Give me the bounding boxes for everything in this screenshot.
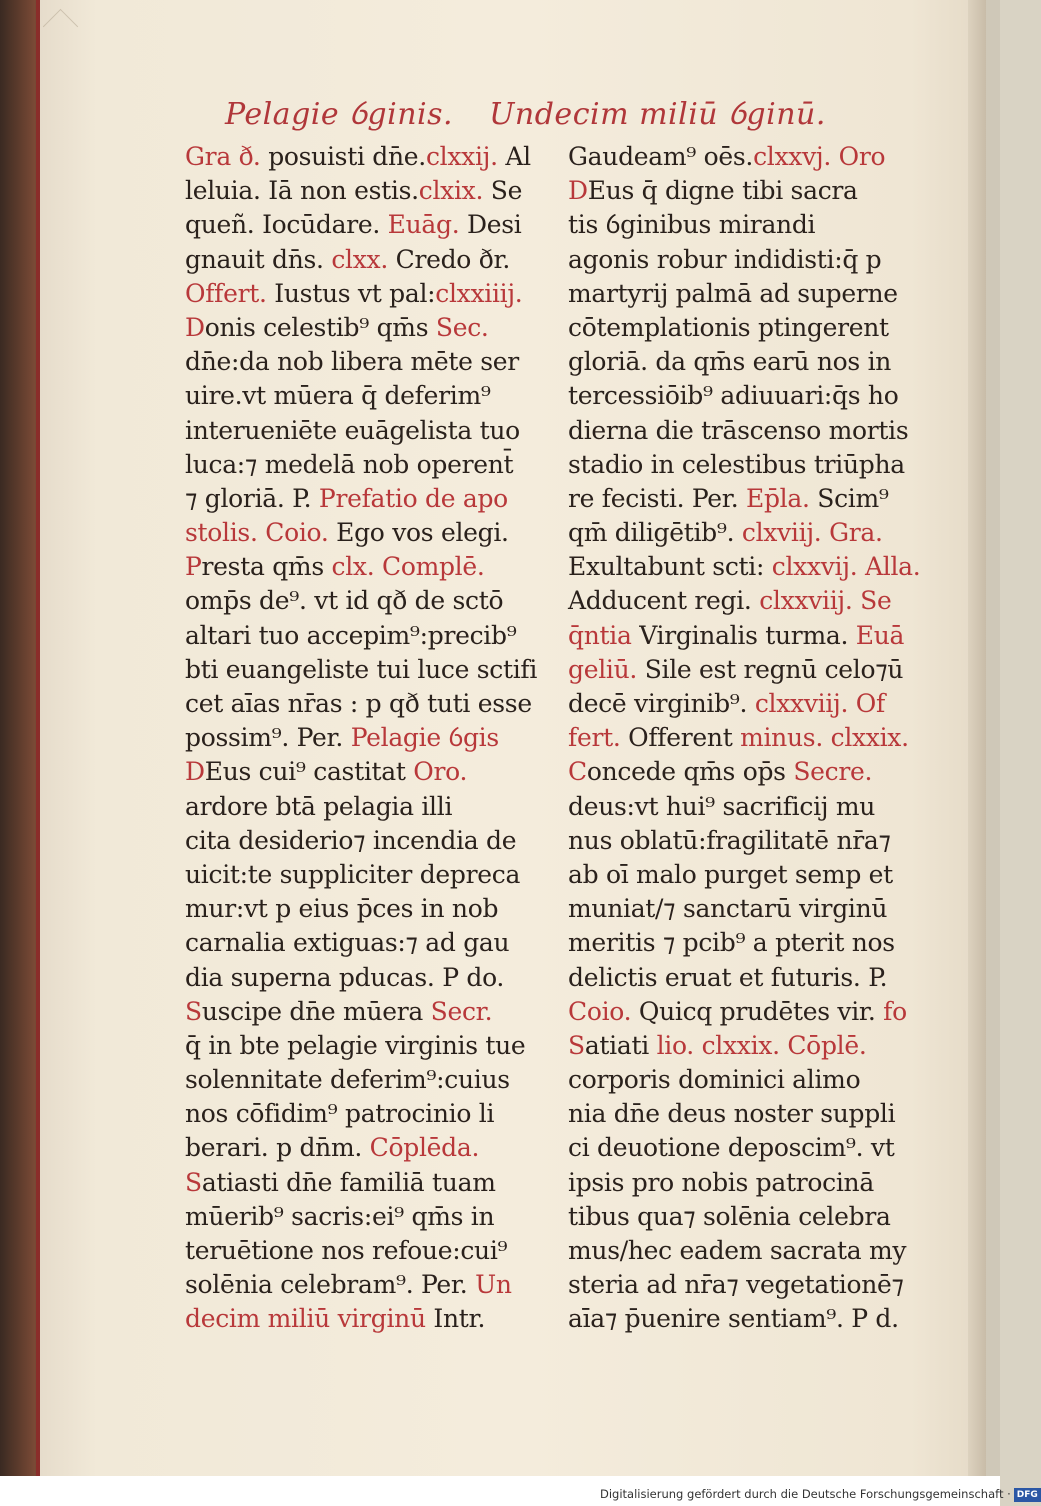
rubric-text: S [568,1030,585,1060]
dfg-logo: DFG [1014,1488,1041,1502]
body-text: Scim⁹ [809,483,889,513]
body-text: nia dn̄e deus noster suppli [568,1099,896,1129]
rubric-text: Oro [831,142,886,171]
rubric-text: clxxij. [425,142,498,171]
text-line [568,174,908,208]
text-line [185,824,530,858]
body-text: uicit:te suppliciter depreca [185,859,521,889]
text-line [568,961,908,995]
rubric-text: Offert. [185,278,267,308]
body-text: decē virginib⁹. [568,689,748,718]
rubric-text: Pelagie ỽgis [343,723,499,753]
body-text: dierna die trāscenso mortis [568,415,909,445]
body-text: solēnia celebram⁹. Per. [185,1270,468,1300]
body-text: altari tuo accepim⁹:precib⁹ [185,620,517,650]
text-line [568,482,908,516]
footer-text: Digitalisierung gefördert durch die Deutsche Forschungsgemeinschaft · [600,1487,1011,1501]
body-text: deus:vt hui⁹ sacrificij mu [568,791,876,821]
rubric-text: Coio. [257,518,329,548]
rubric-text: Euāg. [380,210,460,240]
body-text: atiasti dn̄e familiā tuam [201,1167,496,1197]
running-head [225,92,826,136]
rubric-text: Ep̄la. [738,483,810,513]
body-text: luca:⁊ medelā nob operent̄ [185,449,514,479]
rubric-text: clxx. [323,244,388,274]
text-line [568,277,908,311]
body-text: meritis ⁊ pcib⁹ a pterit nos [568,928,895,958]
body-text: possim⁹. Per. [185,723,344,753]
text-line [185,1029,530,1063]
rubric-text: Gra. [821,518,883,548]
text-line [568,243,908,277]
rubric-text: lio. clxxix. Cōplē. [656,1030,867,1060]
body-text: ⁊ gloriā. P. [185,483,312,513]
body-text: tercessiōib⁹ adiuuari:q̄s ho [568,381,899,411]
body-text: Quicq prudētes vir. [631,996,876,1026]
body-text: mur:vt p eius p̄ces in nob [185,894,499,924]
text-line [185,961,530,995]
text-line [568,584,908,618]
text-line [568,1268,908,1302]
body-text: re fecisti. Per. [568,483,739,513]
rubric-text: clx. Complē. [331,552,485,582]
text-line [185,414,530,448]
body-text: onis celestib⁹ qm̄s [204,312,436,342]
text-line [568,721,908,755]
body-text: carnalia extiguas:⁊ ad gau [185,928,510,958]
body-text: agonis robur indidisti:q̄ p [568,244,882,274]
body-text: solennitate deferim⁹:cuius [185,1065,510,1095]
text-line [185,208,530,242]
text-line [568,653,908,687]
text-line [568,1200,908,1234]
body-text: Iustus vt pal: [266,278,436,308]
body-text: bti euangeliste tui luce sctifi [185,654,538,684]
right-text-column [568,140,921,1337]
rubric-text: D [568,176,588,206]
body-text: ipsis pro nobis patrocinā [568,1167,874,1197]
body-text: uscipe dn̄e mūera [201,996,431,1026]
text-line [185,1200,530,1234]
text-line [185,550,530,584]
body-text: dn̄s. [264,244,324,274]
text-line [185,1097,530,1131]
rubric-text: clxxviij. [751,586,853,616]
text-line [568,550,921,584]
text-line [568,824,908,858]
text-line [568,345,908,379]
text-line [185,1302,530,1336]
text-line [568,790,908,824]
text-line [185,277,530,311]
body-text: qm̄ diligētib⁹. [568,518,735,548]
body-text: teruētione nos refoue:cui⁹ [185,1236,508,1265]
text-line [568,516,908,550]
body-text: mus/hec eadem sacrata my [568,1236,907,1265]
body-text: nus oblatū:fragilitatē nr̄a⁊ [568,825,891,855]
text-line [185,687,530,721]
rubric-text: S [185,1167,202,1197]
rubric-text: S [185,996,202,1026]
body-text: tis ỽginibus mirandi [568,210,816,240]
text-line [568,1234,908,1268]
body-text: Desi [459,210,522,240]
rubric-text: clxxvj. [753,142,831,171]
text-line [568,1097,908,1131]
text-line [185,721,530,755]
text-line [568,448,908,482]
body-text: Intr. [425,1304,486,1334]
rubric-text: Secr. [430,996,493,1026]
text-line [568,926,908,960]
body-text: Sile est regnū celo⁊ū [637,654,904,684]
body-text: gnauit [185,244,265,274]
rubric-text: Se [852,586,892,616]
text-line [185,174,530,208]
body-text: delictis eruat et futuris. P. [568,962,888,992]
rubric-text: clxxiiij. [435,278,523,308]
text-line [568,414,908,448]
text-line [568,1302,908,1336]
text-line [185,1131,530,1165]
text-line [568,140,908,174]
text-line [185,379,530,413]
body-text: Gaudeam⁹ oēs. [568,142,754,171]
body-text: mūerib⁹ sacris:ei⁹ qm̄s in [185,1201,495,1231]
body-text: nos cōfidim⁹ patrocinio li [185,1099,495,1129]
text-line [185,926,530,960]
body-text: Eus q̄ digne tibi sacra [587,176,858,206]
rubric-text: Prefatio de apo [311,483,508,513]
rubric-text: Of [848,689,885,718]
body-text: q̄ in bte pelagie virginis tue [185,1030,526,1060]
body-text: Eus cui⁹ castitat [204,757,414,787]
rubric-text: P [185,552,202,582]
text-line [185,345,530,379]
rubric-text: Gra ð. [185,142,261,171]
text-line [568,755,908,789]
body-text: martyrij palmā ad superne [568,278,898,308]
text-line [568,687,908,721]
text-line [568,619,908,653]
body-text: steria ad nr̄a⁊ vegetationē⁊ [568,1270,904,1300]
rubric-text: Coio. [568,996,632,1026]
rubric-text: Euā [848,620,905,650]
rubric-text: decim miliū virginū [185,1304,426,1334]
body-text: Adducent regi. [568,586,752,616]
text-line [568,379,908,413]
text-line [185,858,530,892]
text-line [568,995,908,1029]
body-text: leluia. Iā non estis. [185,176,419,206]
text-line [568,892,908,926]
text-line [185,243,530,277]
rubric-text: fert. [568,723,621,753]
text-line [568,1063,908,1097]
body-text: muniat/⁊ sanctarū virginū [568,894,888,924]
rubric-text: D [185,312,205,342]
text-line [185,1268,530,1302]
text-line [568,311,908,345]
text-line [185,482,530,516]
body-text: gloriā. da qm̄s earū nos in [568,347,892,377]
page-edge [968,0,986,1476]
rubric-text: geliū. [568,654,638,684]
body-text: ab oī malo purget semp et [568,859,893,889]
text-line [568,1131,908,1165]
footer-credit [600,1482,1038,1506]
body-text: queñ. Iocūdare. [185,210,381,240]
body-text: Ego vos elegi. [328,518,509,548]
text-line [185,584,530,618]
text-line [185,516,530,550]
rubric-text: C [568,757,587,787]
text-line [185,892,530,926]
running-head-right: Undecim miliū ỽginū. [489,97,826,132]
body-text: oncede qm̄s op̄s [586,757,794,787]
body-text: cet aīas nr̄as : p qð tuti esse [185,689,532,718]
body-text: omp̄s de⁹. vt id qð de sctō [185,586,504,616]
body-text: dia superna pducas. P do. [185,962,505,992]
text-line [185,995,530,1029]
text-line [568,858,908,892]
body-text: aīa⁊ p̄uenire sentiam⁹. P d. [568,1304,899,1334]
text-line [185,140,530,174]
text-line [185,448,530,482]
text-line [185,1166,530,1200]
rubric-text: fo [875,996,907,1026]
text-line [185,755,530,789]
body-text: Se [483,176,523,206]
rubric-text: clxviij. [734,518,822,548]
body-text: Offerent [620,723,733,753]
body-text: resta qm̄s [201,552,332,582]
rubric-text: q̄ntia [568,620,632,650]
body-text: tibus qua⁊ solēnia celebra [568,1201,891,1231]
text-line [568,208,908,242]
body-text: cōtemplationis ptingerent [568,312,889,342]
text-line [185,1063,530,1097]
rubric-text: Sec. [435,312,489,342]
rubric-text: clxxviij. [747,689,849,718]
rubric-text: stolis. [185,518,258,548]
text-line [185,311,530,345]
running-head-left: Pelagie ỽginis. [225,97,454,132]
rubric-text: clxxvij. [764,552,858,582]
rubric-text: Secre. [793,757,873,787]
body-text: interueniēte euāgelista tuo [185,415,520,445]
body-text: Credo ðr. [387,244,511,274]
body-text: Al [497,142,531,171]
body-text: ardore btā pelagia illi [185,791,453,821]
rubric-text: Alla. [857,552,921,582]
left-text-column [185,140,538,1337]
body-text: cita desiderio⁊ incendia de [185,825,517,855]
body-text: berari. p dn̄m. [185,1133,363,1163]
body-text: atiati [584,1030,657,1060]
body-text: posuisti dn̄e. [260,142,426,171]
body-text: stadio in celestibus triūpha [568,449,905,479]
body-text: Exultabunt scti: [568,552,765,582]
rubric-text: Oro. [413,757,468,787]
rubric-text: Cōplēda. [362,1133,480,1163]
rubric-text: clxix. [418,176,484,206]
text-line [185,619,530,653]
body-text: corporis dominici alimo [568,1065,861,1095]
body-text: Virginalis turma. [631,620,849,650]
text-line [568,1166,908,1200]
text-line [185,1234,530,1268]
body-text: uire.vt mūera q̄ deferim⁹ [185,381,491,411]
text-line [185,653,538,687]
rubric-text: minus. clxxix. [732,723,909,753]
body-text: dn̄e:da nob libera mēte ser [185,347,519,377]
text-line [185,790,530,824]
body-text: ci deuotione deposcim⁹. vt [568,1133,895,1163]
rubric-text: D [185,757,205,787]
rubric-text: Un [467,1270,512,1300]
text-line [568,1029,908,1063]
